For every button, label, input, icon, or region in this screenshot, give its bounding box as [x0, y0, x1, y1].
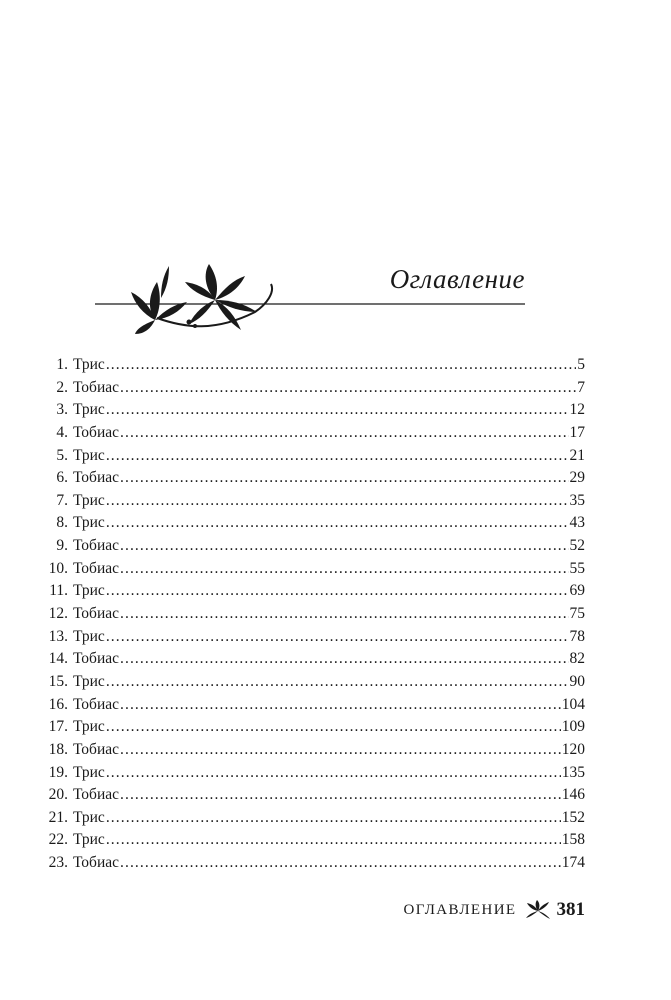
chapter-title: Тобиас [73, 695, 119, 713]
chapter-number: 9. [56, 537, 68, 555]
chapter-title: Тобиас [73, 740, 119, 758]
chapter-title: Трис [73, 831, 105, 849]
page-ref: 82 [569, 650, 585, 668]
dot-leader [120, 535, 569, 558]
chapter-title: Трис [73, 582, 105, 600]
dot-leader [106, 445, 569, 468]
toc-entry [40, 648, 585, 671]
dot-leader [120, 648, 569, 671]
toc-entry [40, 852, 585, 875]
chapter-title: Трис [73, 672, 105, 690]
chapter-number: 3. [56, 401, 68, 419]
dot-leader [120, 603, 569, 626]
page-ref: 109 [561, 718, 585, 736]
dot-leader [106, 671, 569, 694]
toc-entry [40, 535, 585, 558]
dot-leader [106, 807, 561, 830]
page-ref: 120 [561, 740, 585, 758]
chapter-title: Трис [73, 808, 105, 826]
toc-entry [40, 354, 585, 377]
page-ref: 17 [569, 423, 585, 441]
chapter-title: Трис [73, 718, 105, 736]
page-ref: 52 [569, 537, 585, 555]
page-ref: 7 [577, 378, 585, 396]
page-ref: 78 [569, 627, 585, 645]
toc-entry [40, 603, 585, 626]
page-ref: 158 [561, 831, 585, 849]
toc-entry [40, 445, 585, 468]
toc-entry [40, 399, 585, 422]
page-ref: 90 [569, 672, 585, 690]
chapter-number: 21. [48, 808, 68, 826]
chapter-number: 5. [56, 446, 68, 464]
page-title: Оглавление [389, 264, 525, 294]
page-ref: 21 [569, 446, 585, 464]
toc-entry [40, 467, 585, 490]
leaf-icon [525, 899, 551, 921]
running-head: ОГЛАВЛЕНИЕ [403, 901, 517, 918]
dot-leader [106, 512, 569, 535]
dot-leader [120, 377, 576, 400]
dot-leader [106, 490, 569, 513]
page-ref: 35 [569, 491, 585, 509]
chapter-title: Трис [73, 514, 105, 532]
chapter-number: 6. [56, 469, 68, 487]
chapter-title: Тобиас [73, 854, 119, 872]
chapter-title: Трис [73, 446, 105, 464]
chapter-title: Тобиас [73, 605, 119, 623]
toc-entry [40, 694, 585, 717]
dot-leader [106, 354, 576, 377]
toc-entry [40, 558, 585, 581]
chapter-number: 10. [48, 559, 68, 577]
chapter-title: Тобиас [73, 559, 119, 577]
chapter-number: 11. [49, 582, 68, 600]
page-ref: 43 [569, 514, 585, 532]
chapter-number: 22. [48, 831, 68, 849]
page-ref: 69 [569, 582, 585, 600]
page-ref: 146 [561, 786, 585, 804]
page-ref: 75 [569, 605, 585, 623]
page-ref: 152 [561, 808, 585, 826]
toc-entry [40, 490, 585, 513]
dot-leader [120, 852, 561, 875]
chapter-number: 19. [48, 763, 68, 781]
dot-leader [120, 467, 569, 490]
chapter-number: 15. [48, 672, 68, 690]
toc-entry [40, 807, 585, 830]
chapter-number: 2. [56, 378, 68, 396]
chapter-number: 13. [48, 627, 68, 645]
dot-leader [106, 399, 569, 422]
page-footer [404, 899, 585, 921]
chapter-title: Трис [73, 763, 105, 781]
dot-leader [106, 580, 569, 603]
dot-leader [106, 829, 561, 852]
page-ref: 135 [561, 763, 585, 781]
dot-leader [106, 716, 561, 739]
dot-leader [120, 739, 561, 762]
chapter-title: Трис [73, 401, 105, 419]
chapter-title: Трис [73, 356, 105, 373]
chapter-title: Трис [73, 627, 105, 645]
page-ref: 5 [577, 356, 585, 373]
chapter-title: Тобиас [73, 537, 119, 555]
chapter-title: Тобиас [73, 423, 119, 441]
chapter-number: 23. [48, 854, 68, 872]
toc-entry [40, 512, 585, 535]
page-ref: 29 [569, 469, 585, 487]
page-ref: 55 [569, 559, 585, 577]
toc-entry [40, 716, 585, 739]
chapter-title: Трис [73, 491, 105, 509]
toc-entry [40, 762, 585, 785]
dot-leader [120, 694, 561, 717]
chapter-title: Тобиас [73, 650, 119, 668]
chapter-number: 8. [56, 514, 68, 532]
chapter-number: 12. [48, 605, 68, 623]
chapter-number: 7. [56, 491, 68, 509]
toc-entry [40, 422, 585, 445]
chapter-number: 1. [56, 356, 68, 373]
dot-leader [120, 558, 569, 581]
toc-header [95, 258, 535, 348]
dot-leader [120, 784, 561, 807]
page-ref: 104 [561, 695, 585, 713]
chapter-title: Тобиас [73, 786, 119, 804]
chapter-number: 14. [48, 650, 68, 668]
dot-leader [106, 762, 561, 785]
toc-entry [40, 739, 585, 762]
chapter-number: 20. [48, 786, 68, 804]
chapter-title: Тобиас [73, 469, 119, 487]
page-number: 381 [556, 899, 585, 920]
chapter-number: 17. [48, 718, 68, 736]
chapter-number: 4. [56, 423, 68, 441]
page-ref: 174 [561, 854, 585, 872]
chapter-number: 16. [48, 695, 68, 713]
toc-entry [40, 784, 585, 807]
toc-entry [40, 671, 585, 694]
toc-entry [40, 829, 585, 852]
toc-entry [40, 626, 585, 649]
table-of-contents [40, 354, 585, 875]
page-ref: 12 [569, 401, 585, 419]
toc-entry [40, 377, 585, 400]
dot-leader [106, 626, 569, 649]
chapter-title: Тобиас [73, 378, 119, 396]
dot-leader [120, 422, 569, 445]
toc-entry [40, 580, 585, 603]
chapter-number: 18. [48, 740, 68, 758]
